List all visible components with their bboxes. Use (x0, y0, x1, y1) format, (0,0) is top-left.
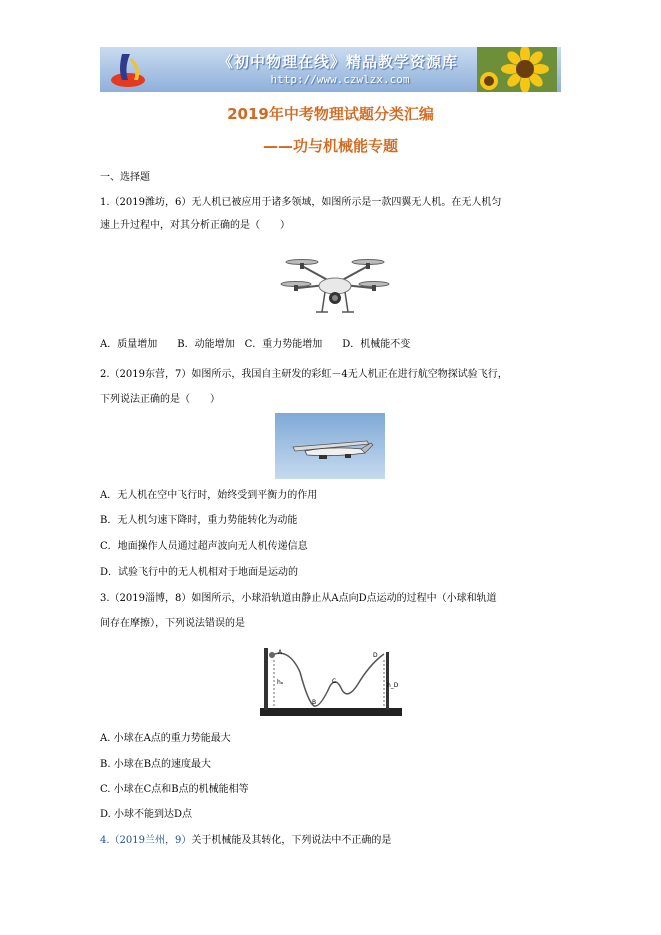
q4-question: 关于机械能及其转化，下列说法中不正确的是 (191, 835, 392, 846)
label-c: C (332, 678, 337, 685)
q2-option-b: B．无人机匀速下降时，重力势能转化为动能 (100, 515, 298, 526)
banner-title: 《初中物理在线》精品教学资源库 (217, 53, 458, 71)
q2-option-a: A．无人机在空中飞行时，始终受到平衡力的作用 (100, 490, 318, 501)
q1-options: A．质量增加 B．动能增加 C．重力势能增加 D．机械能不变 (100, 339, 411, 350)
sunflower-icon (477, 47, 557, 92)
q2-text-line1: 2.（2019东营，7）如图所示，我国自主研发的彩虹－4无人机正在进行航空物探试验飞行， (100, 369, 508, 380)
q3-option-b: B. 小球在B点的速度最大 (100, 759, 212, 770)
track-diagram (258, 642, 404, 720)
page-title: 2019年中考物理试题分类汇编 (227, 105, 434, 123)
q2-option-d: D．试验飞行中的无人机相对于地面是运动的 (100, 567, 299, 578)
label-hd: h_D (387, 682, 399, 689)
logo-icon (108, 50, 148, 90)
q4-text (100, 834, 391, 848)
label-a: A (278, 649, 283, 656)
q3-text-line1: 3.（2019淄博，8）如图所示，小球沿轨道由静止从A点向D点运动的过程中（小球和轨道 (100, 593, 497, 604)
q3-option-a: A. 小球在A点的重力势能最大 (100, 733, 231, 744)
q4-source: 4.（2019兰州，9） (100, 835, 192, 846)
label-ha: hₐ (277, 679, 284, 686)
q3-option-d: D. 小球不能到达D点 (100, 809, 193, 820)
q1-text-line1: 1.（2019潍坊，6）无人机已被应用于诸多领域，如图所示是一款四翼无人机。在无人机匀 (100, 197, 502, 208)
banner-url: http://www.czwlzx.com (270, 73, 410, 86)
label-b: B (312, 699, 317, 706)
page-subtitle: ——功与机械能专题 (262, 137, 398, 155)
drone-image (280, 246, 390, 324)
header-banner (100, 47, 561, 92)
q3-text-line2: 间存在摩擦），下列说法错误的是 (100, 618, 245, 629)
section-heading: 一、选择题 (100, 172, 150, 183)
q1-text-line2: 速上升过程中，对其分析正确的是（ ） (100, 220, 290, 231)
q2-option-c: C．地面操作人员通过超声波向无人机传递信息 (100, 541, 308, 552)
label-d: D (373, 652, 378, 659)
q3-option-c: C. 小球在C点和B点的机械能相等 (100, 784, 249, 795)
uav-photo (275, 413, 385, 479)
q2-text-line2: 下列说法正确的是（ ） (100, 394, 220, 405)
